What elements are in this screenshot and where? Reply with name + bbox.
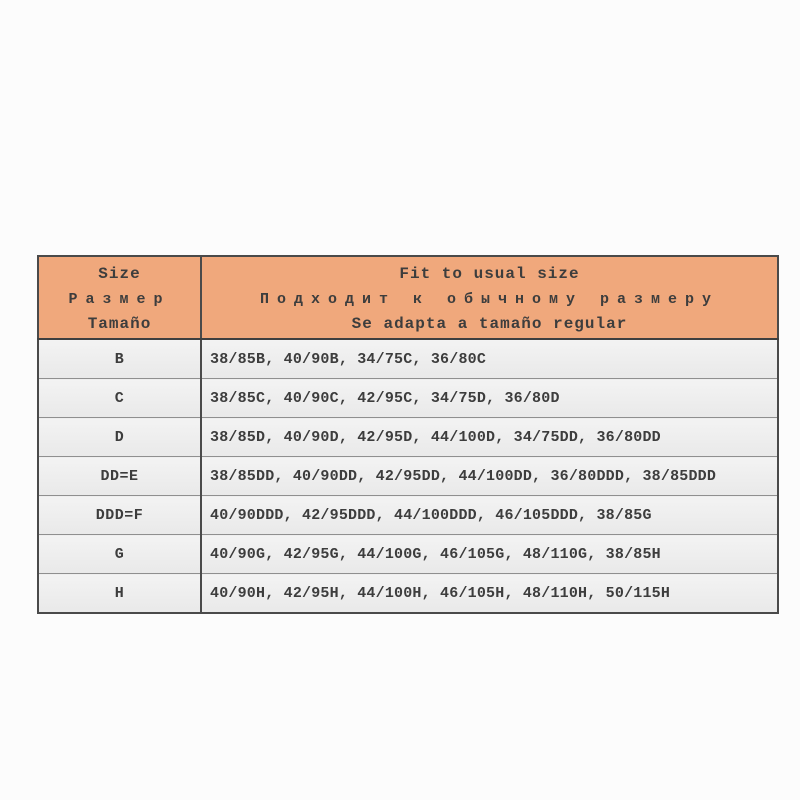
- size-cell: B: [38, 339, 201, 379]
- size-cell: DDD=F: [38, 496, 201, 535]
- size-header-ru: Размер: [68, 290, 171, 308]
- header-cell-fit: [201, 256, 778, 339]
- size-chart-table: [37, 255, 779, 614]
- header-cell-size: [38, 256, 201, 339]
- fit-cell: 38/85B, 40/90B, 34/75C, 36/80C: [201, 339, 778, 379]
- size-cell: DD=E: [38, 457, 201, 496]
- fit-cell: 38/85DD, 40/90DD, 42/95DD, 44/100DD, 36/80DDD, 38/85DDD: [201, 457, 778, 496]
- size-header-en: Size: [98, 264, 141, 283]
- table-row-ddd-f: [38, 496, 778, 535]
- fit-cell: 38/85D, 40/90D, 42/95D, 44/100D, 34/75DD, 36/80DD: [201, 418, 778, 457]
- table-row-h: [38, 574, 778, 614]
- size-cell: D: [38, 418, 201, 457]
- size-cell: G: [38, 535, 201, 574]
- table-row-c: [38, 379, 778, 418]
- fit-cell: 40/90H, 42/95H, 44/100H, 46/105H, 48/110H, 50/115H: [201, 574, 778, 614]
- table-row-g: [38, 535, 778, 574]
- fit-cell: 40/90DDD, 42/95DDD, 44/100DDD, 46/105DDD, 38/85G: [201, 496, 778, 535]
- size-header-es: Tamaño: [87, 314, 152, 333]
- table-row-b: [38, 339, 778, 379]
- fit-cell: 38/85C, 40/90C, 42/95C, 34/75D, 36/80D: [201, 379, 778, 418]
- table-row-d: [38, 418, 778, 457]
- fit-header-es: Se adapta a tamaño regular: [351, 314, 628, 333]
- fit-header-ru: Подходит к обычному размеру: [259, 290, 720, 308]
- size-cell: H: [38, 574, 201, 614]
- fit-header-en: Fit to usual size: [399, 264, 580, 283]
- header-row: [38, 256, 778, 339]
- table-row-dd-e: [38, 457, 778, 496]
- size-cell: C: [38, 379, 201, 418]
- fit-cell: 40/90G, 42/95G, 44/100G, 46/105G, 48/110G, 38/85H: [201, 535, 778, 574]
